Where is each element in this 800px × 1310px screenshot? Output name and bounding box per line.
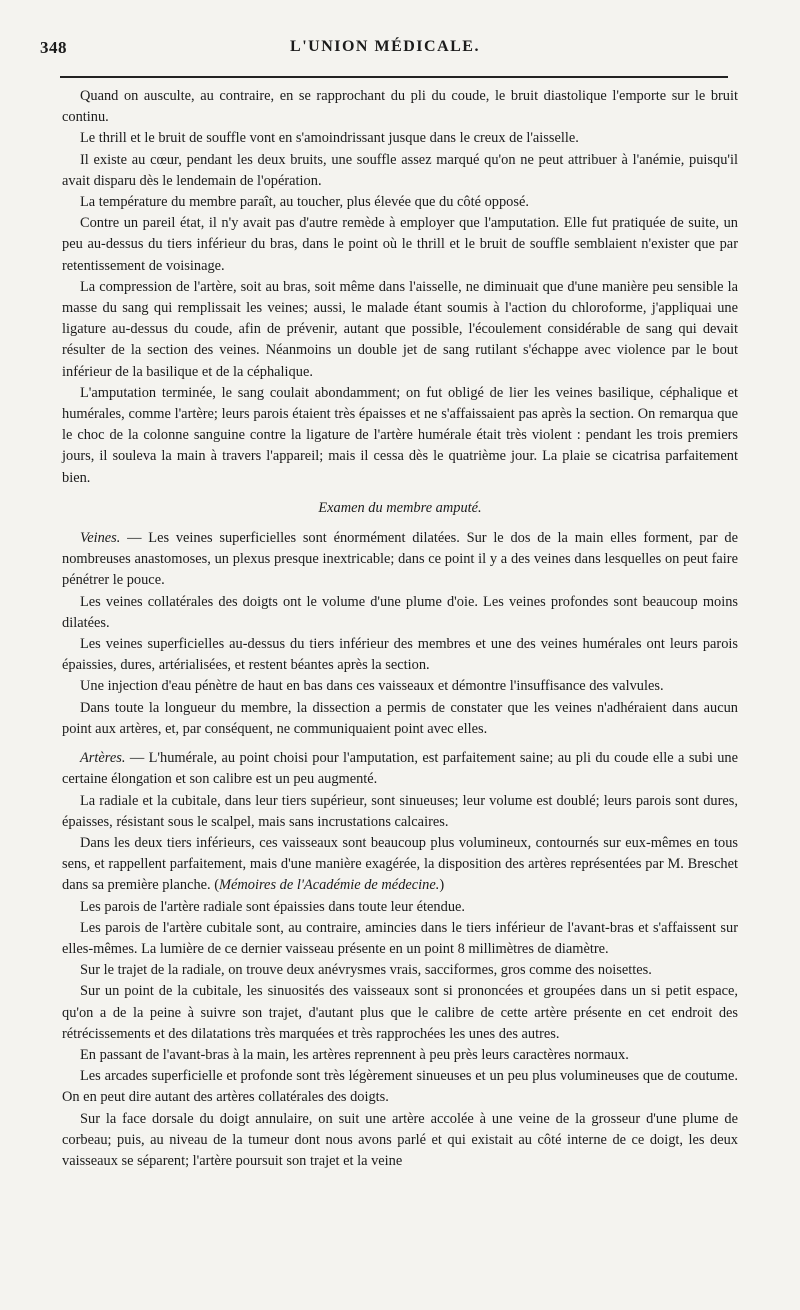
paragraph: Les arcades superficielle et profonde sont très légèrement sinueuses et un peu plus volumineuses que de coutume. On en peut dire autant des artères collatérales des doigts. [62, 1068, 738, 1106]
runin-heading: Veines. [80, 530, 121, 547]
paragraph: Une injection d'eau pénètre de haut en bas dans ces vaisseaux et démontre l'insuffisance des valvules. [80, 678, 664, 695]
runin-heading: Artères. [80, 750, 126, 767]
paragraph-arteres [62, 748, 738, 790]
paragraph: Les veines superficielles au-dessus du tiers inférieur des membres et une des veines humérales ont leurs parois épaissies, dures, artérialisées, et restent béantes après la section. [62, 636, 738, 674]
citation: Mémoires de l'Académie de médecine. [219, 877, 440, 894]
paragraph: La compression de l'artère, soit au bras, soit même dans l'aisselle, ne diminuait que d'une manière peu sensible la masse du sang qui remplissait les veines; aussi, le malade étant soumis à l'action du chloroforme, j'appliquai une ligature au-dessus du coude, afin de prévenir, autant que possible, l'écoulement considérable de sang qui devait résulter de la section des veines. Néanmoins un double jet de sang rutilant s'échappe avec violence par le bout inférieur de la basilique et de la céphalique. [62, 278, 738, 380]
paragraph-text: — L'humérale, au point choisi pour l'amputation, est parfaitement saine; au pli du coude elle a subi une certaine élongation et son calibre est un peu augmenté. [62, 750, 738, 788]
running-title: L'UNION MÉDICALE. [290, 38, 480, 55]
paragraph: Sur la face dorsale du doigt annulaire, on suit une artère accolée à une veine de la grosseur d'une plume de corbeau; puis, au niveau de la tumeur dont nous avons parlé et qui existait au côté interne de ce doigt, les deux vaisseaux se séparent; l'artère poursuit son trajet et la veine [62, 1110, 738, 1169]
header-rule [60, 76, 728, 78]
body-text [62, 86, 738, 1172]
page-number: 348 [40, 38, 67, 57]
paragraph: Il existe au cœur, pendant les deux bruits, une souffle assez marqué qu'on ne peut attribuer à l'anémie, puisqu'il avait disparu dès le lendemain de l'opération. [62, 151, 738, 189]
paragraph: Contre un pareil état, il n'y avait pas d'autre remède à employer que l'amputation. Elle fut pratiquée de suite, un peu au-dessus du tiers inférieur du bras, dans le point où le thrill et le bruit de souffle semblaient n'exister que par retentissement de voisinage. [62, 215, 738, 274]
paragraph: Les parois de l'artère cubitale sont, au contraire, amincies dans le tiers inférieur de l'avant-bras et s'affaissent sur elles-mêmes. La lumière de ce dernier vaisseau présente en un point 8 millimètres de diamètre. [62, 919, 738, 957]
paragraph: En passant de l'avant-bras à la main, les artères reprennent à peu près leurs caractères normaux. [80, 1046, 629, 1063]
paragraph-text: Dans les deux tiers inférieurs, ces vaisseaux sont beaucoup plus volumineux, contournés sur eux-mêmes en tous sens, et rappellent parfaitement, mais d'une manière exagérée, la disposition des artères représentées par M. Breschet dans sa première planche. ( [62, 834, 738, 894]
paragraph-text: — Les veines superficielles sont énormément dilatées. Sur le dos de la main elles forment, par de nombreuses anastomoses, un plexus presque inextricable; dans ce point il y a des veines dans lesquelles on peut faire pénétrer le pouce. [62, 530, 738, 589]
paragraph: L'amputation terminée, le sang coulait abondamment; on fut obligé de lier les veines basilique, céphalique et humérales, comme l'artère; leurs parois étaient très épaisses et ne s'affaissaient pas après la section. On remarqua que le choc de la colonne sanguine contre la ligature de l'artère humérale était très violent : pendant les trois premiers jours, il souleva la main à travers l'appareil; mais il cessa dès le quatrième jour. La plaie se cicatrisa parfaitement bien. [62, 384, 738, 486]
paragraph: Les veines collatérales des doigts ont le volume d'une plume d'oie. Les veines profondes sont beaucoup moins dilatées. [62, 593, 738, 631]
paragraph: Le thrill et le bruit de souffle vont en s'amoindrissant jusque dans le creux de l'aisselle. [80, 130, 579, 147]
paragraph: Sur un point de la cubitale, les sinuosités des vaisseaux sont si prononcées et groupées dans un si petit espace, qu'on a de la peine à suivre son trajet, d'autant plus que le calibre de cette artère présente en cet endroit des rétrécissements et des dilatations très marquées et très rapprochées les unes des autres. [62, 983, 738, 1042]
paragraph-breschet [62, 833, 738, 897]
paragraph: Sur le trajet de la radiale, on trouve deux anévrysmes vrais, sacciformes, gros comme des noisettes. [80, 962, 652, 979]
paragraph: La radiale et la cubitale, dans leur tiers supérieur, sont sinueuses; leur volume est doublé; leurs parois sont dures, épaisses, résistant sous le scalpel, mais sans incrustations calcaires. [62, 792, 738, 830]
paragraph: La température du membre paraît, au toucher, plus élevée que du côté opposé. [80, 194, 529, 211]
section-title: Examen du membre amputé. [318, 499, 482, 516]
paragraph: Quand on ausculte, au contraire, en se rapprochant du pli du coude, le bruit diastolique l'emporte sur le bruit continu. [62, 88, 738, 126]
paragraph: Les parois de l'artère radiale sont épaissies dans toute leur étendue. [80, 898, 465, 915]
page-header [40, 38, 730, 68]
paragraph-veines [62, 528, 738, 592]
citation-close: ) [439, 877, 445, 894]
paragraph: Dans toute la longueur du membre, la dissection a permis de constater que les veines n'adhéraient dans aucun point aux artères, et, par conséquent, ne communiquaient point avec elles. [62, 699, 738, 737]
